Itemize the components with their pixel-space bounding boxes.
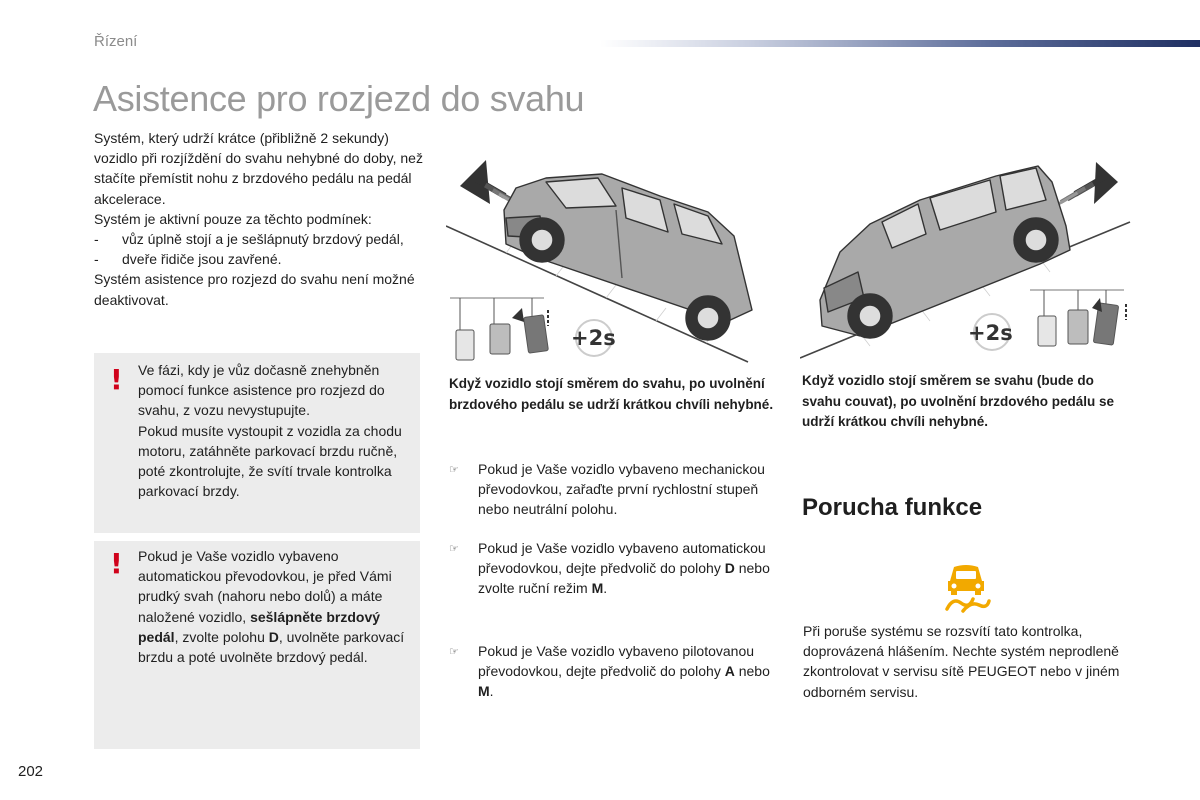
condition-text: dveře řidiče jsou zavřené. <box>122 251 282 268</box>
instruction-part: . <box>489 683 494 700</box>
warning-icon: ! <box>110 363 123 396</box>
failure-text: Při poruše systému se rozsvítí tato kontrolka, doprovázená hlášením. Nechte systém neprodleně zkontrolovat v servisu sítě PEUGEOT nebo v jiném odborném servisu. <box>803 623 1120 700</box>
intro-paragraph: Systém, který udrží krátce (přibližně 2 sekundy) vozidlo při rozjíždění do svahu nehybné do doby, než stačíte přemístit nohu z brzdového pedálu na pedál akcelerace. <box>94 130 423 207</box>
condition-text: vůz úplně stojí a je sešlápnutý brzdový pedál, <box>122 231 404 248</box>
warning-text <box>138 546 414 667</box>
failure-heading: Porucha funkce <box>802 494 983 521</box>
warning-box <box>94 353 420 533</box>
page-title: Asistence pro rozjezd do svahu <box>93 78 585 119</box>
warning-text-part: , uvolněte parkovací brzdu a poté uvolněte brzdový pedál. <box>138 628 405 666</box>
warning-text-part: Pokud je Vaše vozidlo vybaveno automatickou převodovkou, je před Vámi prudký svah (nahoru nebo dolů) a máte naložené vozidlo, <box>138 548 392 625</box>
hand-pointer-icon: ☞ <box>449 646 459 658</box>
conditions-heading: Systém je aktivní pouze za těchto podmínek: <box>94 210 372 227</box>
section-label: Řízení <box>94 33 138 50</box>
warning-line: Ve fázi, kdy je vůz dočasně znehybněn pomocí funkce asistence pro rozjezd do svahu, z vozu nevystupujte. <box>138 362 385 419</box>
dash-marker: - <box>94 251 99 268</box>
timer-label: +2s <box>968 321 1013 345</box>
gear-position-d: D <box>268 628 279 645</box>
instruction-part: nebo zvolte ruční režim <box>478 560 770 597</box>
skid-warning-icon <box>941 561 991 613</box>
gear-position-m: M <box>591 580 604 597</box>
hand-pointer-icon: ☞ <box>449 543 459 555</box>
timer-label: +2s <box>571 326 616 350</box>
instruction-part: Pokud je Vaše vozidlo vybaveno automatickou převodovkou, dejte předvolič do polohy <box>478 540 766 577</box>
direction-arrow <box>1054 162 1118 207</box>
instruction-text: Pokud je Vaše vozidlo vybaveno mechanickou převodovkou, zařaďte první rychlostní stupeň nebo neutrální polohu. <box>478 461 765 518</box>
gear-position-a: A <box>724 663 735 680</box>
dash-marker: - <box>94 231 99 248</box>
pedal-diagram <box>450 298 548 360</box>
downhill-illustration <box>800 140 1132 368</box>
warning-icon: ! <box>110 547 123 580</box>
uphill-illustration <box>446 140 776 368</box>
gear-position-m: M <box>478 683 490 700</box>
intro-text <box>94 128 424 310</box>
downhill-caption: Když vozidlo stojí směrem se svahu (bude do svahu couvat), po uvolnění brzdového pedálu se udrží krátkou chvíli nehybné. <box>802 373 1115 429</box>
uphill-caption: Když vozidlo stojí směrem do svahu, po uvolnění brzdového pedálu se udrží krátkou chvíli nehybné. <box>449 376 774 412</box>
header-bar <box>600 40 1200 47</box>
instruction-part: nebo <box>734 663 770 680</box>
instruction-text <box>478 641 778 702</box>
warning-box <box>94 541 420 749</box>
instruction-part: Pokud je Vaše vozidlo vybaveno pilotovanou převodovkou, dejte předvolič do polohy <box>478 643 755 680</box>
instruction-part: . <box>603 580 608 597</box>
warning-line: Pokud musíte vystoupit z vozidla za chodu motoru, zatáhněte parkovací brzdu ručně, poté zkontrolujte, že svítí trvale kontrolka parkovací brzdy. <box>138 422 402 500</box>
van-illustration <box>820 166 1070 338</box>
hand-pointer-icon: ☞ <box>449 464 459 476</box>
pedal-diagram <box>1030 290 1126 346</box>
condition-item <box>94 249 424 269</box>
instruction-text <box>478 538 778 599</box>
condition-item <box>94 229 424 249</box>
warning-text-part: , zvolte polohu <box>174 628 269 645</box>
warning-text <box>138 360 414 501</box>
warning-emphasis: sešlápněte brzdový pedál <box>138 608 381 645</box>
page-number: 202 <box>18 763 44 780</box>
gear-position-d: D <box>724 560 735 577</box>
deactivation-note: Systém asistence pro rozjezd do svahu není možné deaktivovat. <box>94 271 415 308</box>
